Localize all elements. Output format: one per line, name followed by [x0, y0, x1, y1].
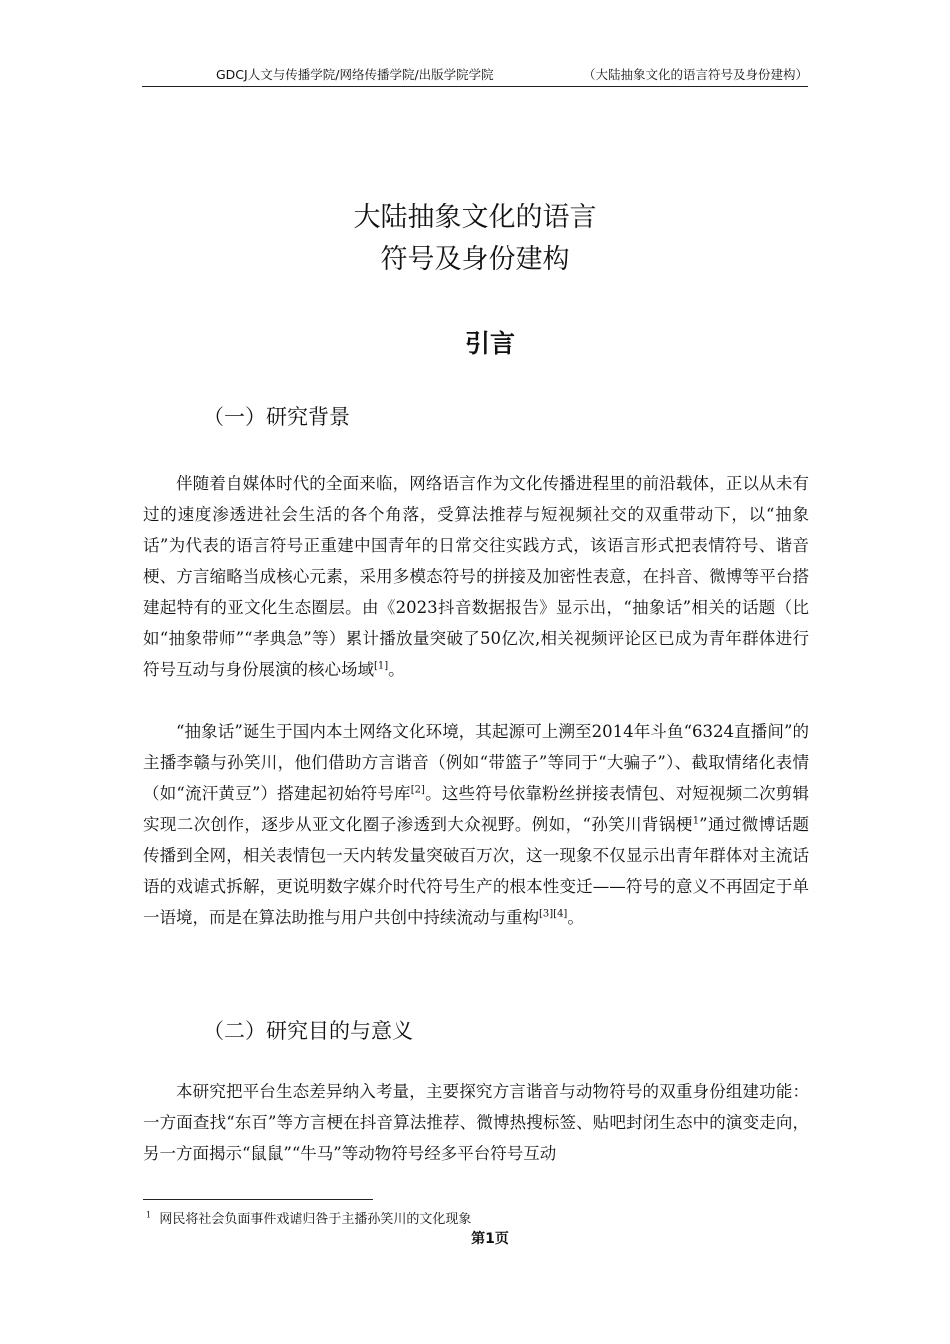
- footnote-mark: 1: [692, 815, 700, 827]
- paragraph-end: 。: [567, 908, 584, 927]
- paragraph-background-2: [143, 716, 809, 933]
- citation-ref: [1]: [374, 660, 389, 672]
- footnote-number: 1: [146, 1210, 152, 1220]
- paragraph-text: 伴随着自媒体时代的全面来临，网络语言作为文化传播进程里的前沿载体，正以从未有过的速度渗透进社会生活的各个角落，受算法推荐与短视频社交的双重带动下，以“抽象话”为代表的语言符号正重建中国青年的日常交往实践方式，该语言形式把表情符号、谐音梗、方言缩略当成核心元素，采用多模态符号的拼接及加密性表意，在抖音、微博等平台搭建起特有的亚文化生态圈层。由《2023抖音数据报告》显示出，“抽象话”相关的话题（比如“抽象带师”“孝典急”等）累计播放量突破了50亿次,相关视频评论区已成为青年群体进行符号互动与身份展演的核心场域: [143, 474, 809, 679]
- running-header: [142, 66, 808, 87]
- introduction-heading: 引言: [464, 329, 515, 358]
- paragraph-purpose-1: [143, 1076, 809, 1169]
- header-paper-title: （大陆抽象文化的语言符号及身份建构）: [582, 67, 808, 82]
- paragraph-end: 。: [388, 660, 405, 679]
- footnote-divider: [143, 1199, 373, 1200]
- paragraph-text: 本研究把平台生态差异纳入考量，主要探究方言谐音与动物符号的双重身份组建功能：一方面查找“东百”等方言梗在抖音算法推荐、微博热搜标签、贴吧封闭生态中的演变走向，另一方面揭示“鼠鼠”“牛马”等动物符号经多平台符号互动: [143, 1082, 809, 1163]
- page-number: 第1页: [471, 1231, 509, 1247]
- section-heading-background: （一）研究背景: [203, 405, 350, 429]
- paragraph-text: “抽象话”诞生于国内本土网络文化环境，其起源可上溯至2014年斗鱼“6324直播间”的主播李赣与孙笑川，他们借助方言谐音（例如“带篮子”等同于“大骗子”）、截取情绪化表情（如“流汗黄豆”）搭建起初始符号库: [143, 722, 809, 803]
- citation-ref: [2]: [410, 784, 425, 796]
- footnote: [146, 1210, 471, 1230]
- footnote-text: 网民将社会负面事件戏谑归咎于主播孙笑川的文化现象: [159, 1212, 472, 1227]
- paragraph-text: 。这些符号依靠粉丝拼接表情包、对短视频二次剪辑实现二次创作，逐步从亚文化圈子渗透到大众视野。例如，“孙笑川背锅梗: [143, 784, 810, 834]
- citation-ref: [3][4]: [539, 908, 568, 920]
- section-heading-purpose: （二）研究目的与意义: [203, 1019, 413, 1043]
- paper-title-line1: 大陆抽象文化的语言: [353, 202, 597, 233]
- paragraph-text: ”通过微博话题传播到全网，相关表情包一天内转发量突破百万次，这一现象不仅显示出青年群体对主流话语的戏谑式拆解，更说明数字媒介时代符号生产的根本性变迁——符号的意义不再固定于单一语境，而是在算法助推与用户共创中持续流动与重构: [143, 815, 809, 927]
- header-institution: GDCJ人文与传播学院/网络传播学院/出版学院学院: [216, 67, 494, 82]
- paragraph-background-1: [143, 468, 809, 685]
- paper-title-line2: 符号及身份建构: [380, 244, 570, 275]
